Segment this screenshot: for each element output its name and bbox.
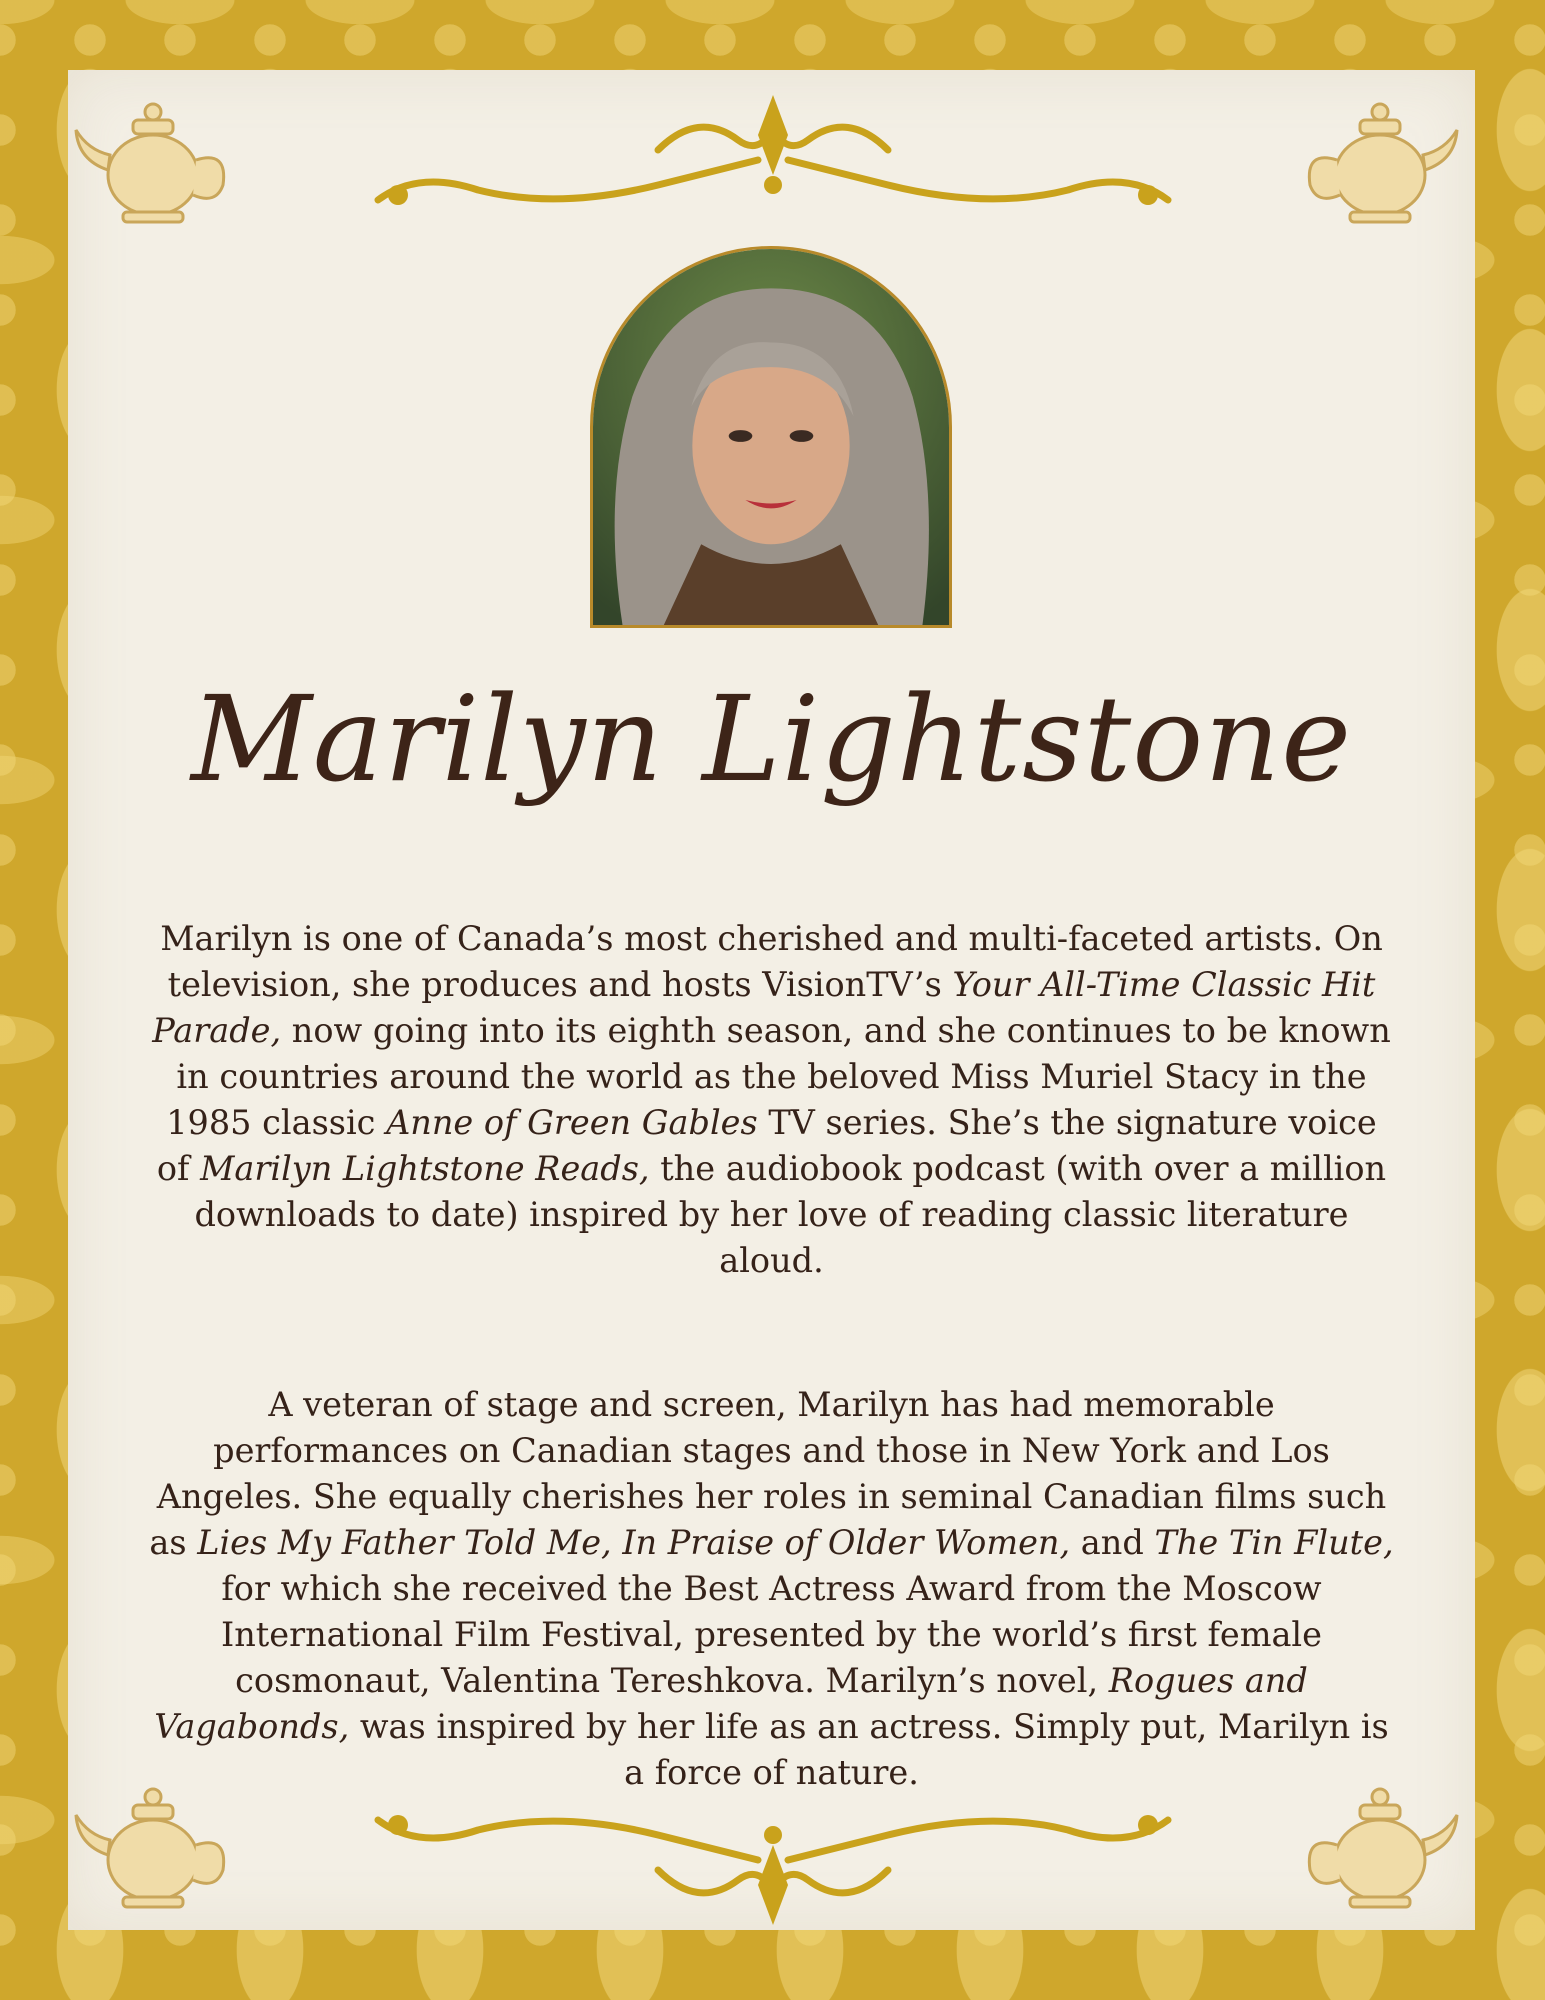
teapot-icon	[1295, 1775, 1465, 1915]
series-title: Anne of Green Gables	[386, 1103, 758, 1142]
novel-title: Rogues and Vagabonds,	[154, 1661, 1308, 1746]
podcast-title: Marilyn Lightstone Reads,	[200, 1149, 650, 1188]
bio-paragraph-1	[148, 916, 1395, 1284]
bio-text: TV series. She’s the signature voice of	[156, 1103, 1377, 1188]
show-title: Your All-Time Classic Hit Parade,	[152, 965, 1376, 1050]
portrait-photo	[590, 246, 952, 628]
film-title: The Tin Flute,	[1154, 1523, 1394, 1562]
teapot-icon	[68, 1775, 238, 1915]
scroll-ornament-icon	[358, 90, 1188, 230]
bio-card	[68, 70, 1475, 1930]
bio-text: now going into its eighth season, and she continues to be known in countries around the world as the beloved Miss Muriel Stacy in the 1985 classic	[166, 1011, 1391, 1142]
film-titles: Lies My Father Told Me, In Praise of Older Women,	[197, 1523, 1071, 1562]
teapot-icon	[68, 90, 238, 230]
bio-text: Marilyn is one of Canada’s most cherished and multi-faceted artists. On television, she produces and hosts VisionTV’s	[160, 919, 1383, 1004]
scroll-ornament-icon	[358, 1790, 1188, 1930]
person-name: Marilyn Lightstone	[190, 670, 1353, 808]
bio-text: the audiobook podcast (with over a million downloads to date) inspired by her love of reading classic literature aloud.	[194, 1149, 1387, 1280]
bio-text: for which she received the Best Actress Award from the Moscow International Film Festival, presented by the world’s first female cosmonaut, Valentina Tereshkova. Marilyn’s novel,	[221, 1569, 1322, 1700]
teapot-icon	[1295, 90, 1465, 230]
bio-paragraph-2	[148, 1382, 1395, 1796]
bio-text: and	[1070, 1523, 1155, 1562]
bio-text: was inspired by her life as an actress. Simply put, Marilyn is a force of nature.	[349, 1707, 1389, 1792]
bio-text: A veteran of stage and screen, Marilyn has had memorable performances on Canadian stages and those in New York and Los Angeles. She equally cherishes her roles in seminal Canadian films such as	[149, 1385, 1387, 1562]
